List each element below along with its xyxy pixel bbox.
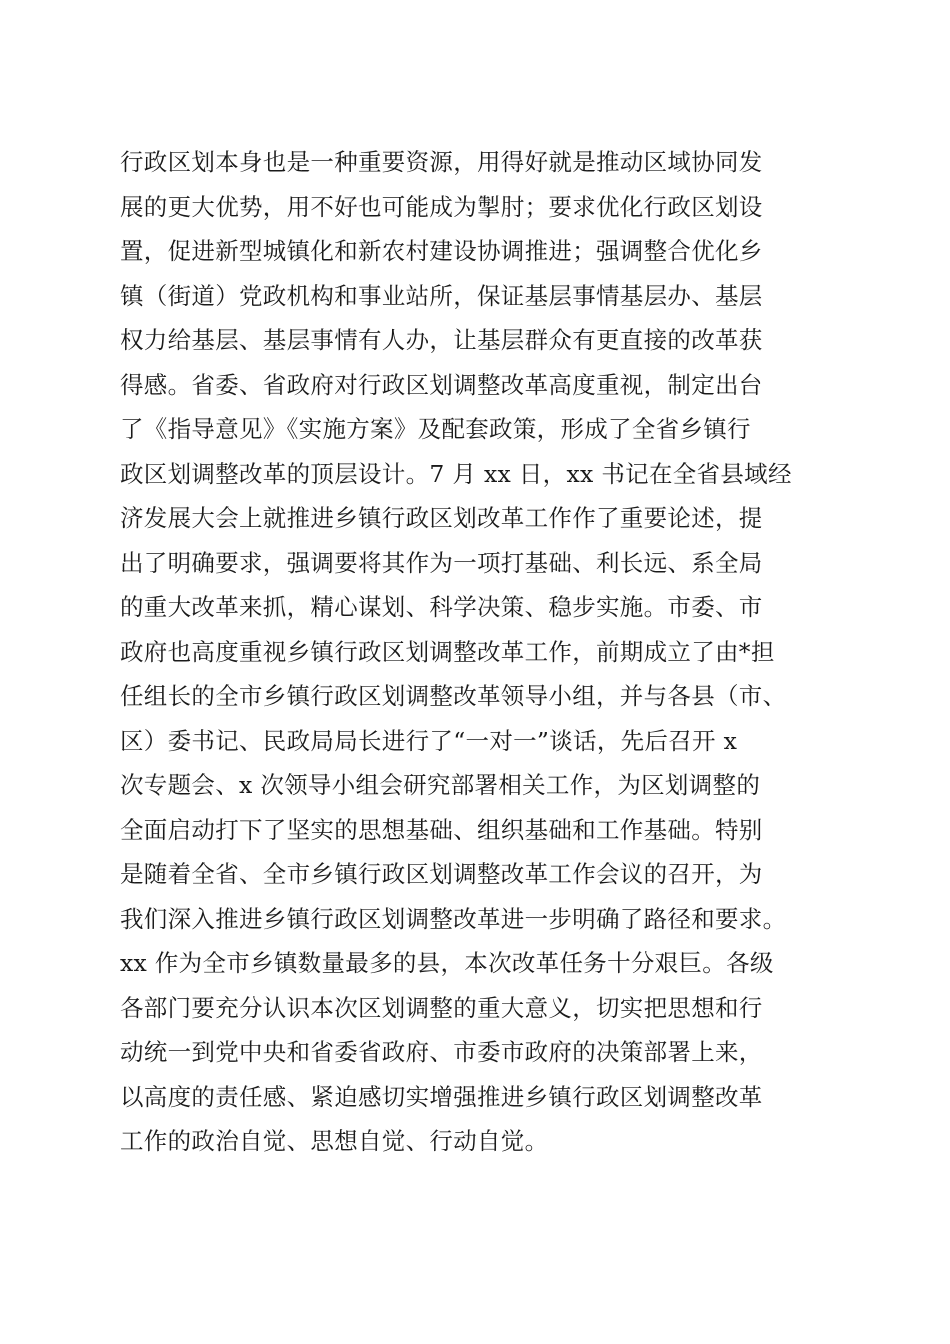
text-line: 以高度的责任感、紧迫感切实增强推进乡镇行政区划调整改革: [120, 1082, 763, 1111]
text-line: 是随着全省、全市乡镇行政区划调整改革工作会议的召开，为: [120, 860, 763, 888]
text-line: 行政区划本身也是一种重要资源，用得好就是推动区域协同发: [120, 148, 763, 176]
text-line: 工作的政治自觉、思想自觉、行动自觉。: [120, 1127, 549, 1155]
body-paragraph: [120, 140, 840, 1164]
text-line: 次专题会、x 次领导小组会研究部署相关工作，为区划调整的: [120, 771, 761, 799]
text-line: 得感。省委、省政府对行政区划调整改革高度重视，制定出台: [120, 370, 763, 399]
text-line: 政区划调整改革的顶层设计。7 月 xx 日，xx 书记在全省县域经: [120, 459, 792, 488]
text-line: 展的更大优势，用不好也可能成为掣肘；要求优化行政区划设: [120, 192, 763, 221]
text-line: 政府也高度重视乡镇行政区划调整改革工作，前期成立了由*担: [120, 637, 775, 666]
text-line: 出了明确要求，强调要将其作为一项打基础、利长远、系全局: [120, 548, 763, 577]
text-line: 我们深入推进乡镇行政区划调整改革进一步明确了路径和要求。: [120, 904, 787, 933]
text-line: 动统一到党中央和省委省政府、市委市政府的决策部署上来，: [120, 1038, 763, 1066]
text-line: 的重大改革来抓，精心谋划、科学决策、稳步实施。市委、市: [120, 593, 763, 621]
text-line: xx 作为全市乡镇数量最多的县，本次改革任务十分艰巨。各级: [120, 949, 774, 977]
text-line: 任组长的全市乡镇行政区划调整改革领导小组，并与各县（市、: [120, 682, 787, 710]
text-line: 置，促进新型城镇化和新农村建设协调推进；强调整合优化乡: [120, 237, 763, 265]
text-line: 全面启动打下了坚实的思想基础、组织基础和工作基础。特别: [120, 815, 763, 844]
text-line: 了《指导意见》《实施方案》及配套政策，形成了全省乡镇行: [120, 415, 751, 443]
text-line: 权力给基层、基层事情有人办，让基层群众有更直接的改革获: [120, 326, 763, 354]
text-line: 各部门要充分认识本次区划调整的重大意义，切实把思想和行: [120, 993, 763, 1022]
text-line: 镇（街道）党政机构和事业站所，保证基层事情基层办、基层: [120, 281, 763, 310]
text-line: 济发展大会上就推进乡镇行政区划改革工作作了重要论述，提: [120, 504, 763, 532]
text-line: 区）委书记、民政局局长进行了“一对一”谈话，先后召开 x: [120, 726, 738, 755]
